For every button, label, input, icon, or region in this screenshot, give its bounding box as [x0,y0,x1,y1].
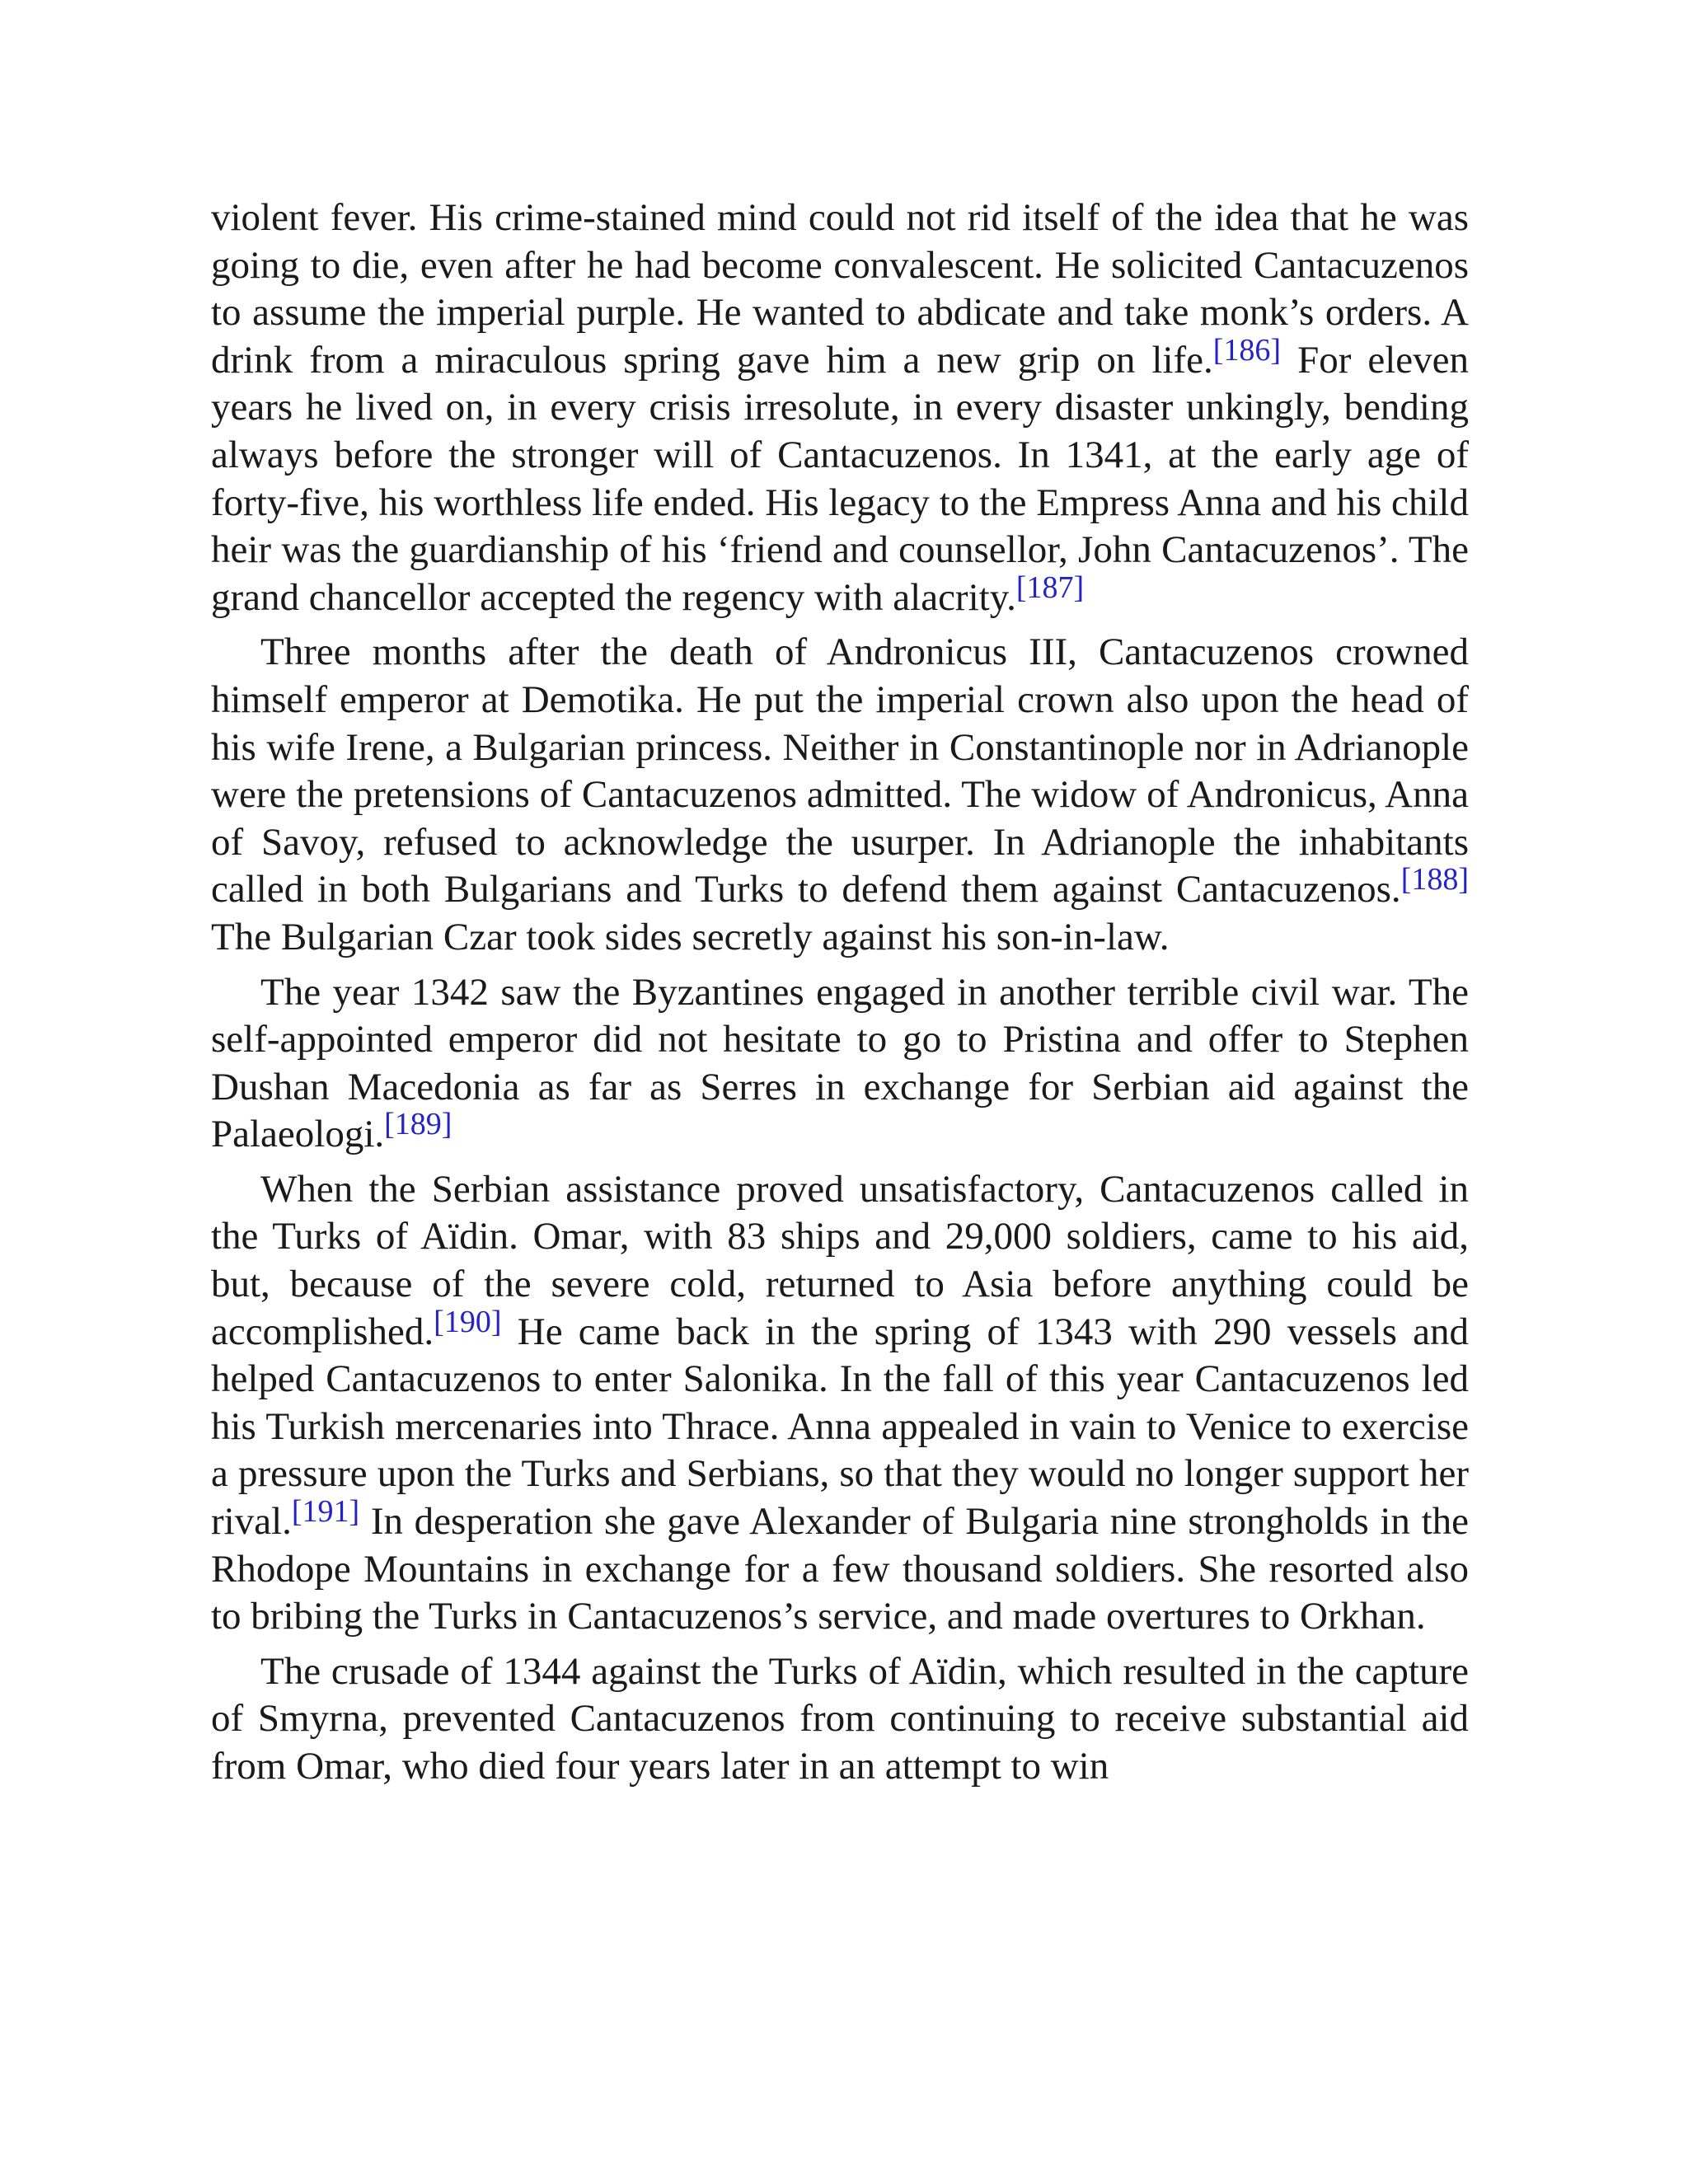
footnote-link-191[interactable]: [191] [291,1494,360,1530]
footnote-link-187[interactable]: [187] [1015,569,1085,605]
paragraph-5 [211,1648,1469,1791]
footnote-link-190[interactable]: [190] [434,1304,502,1339]
footnote-link-189[interactable]: [189] [384,1107,452,1142]
paragraph-4 [211,1166,1469,1641]
paragraph-text: When the Serbian assistance proved unsatisfactory, Cantacuzenos called in the Turks of Aïdin. Omar, with 83 ships and 29,000 soldiers, came to his aid, but, because of the severe cold, returned to Asia before anything could be accomplished. [211,1167,1469,1353]
paragraph-text: The crusade of 1344 against the Turks of Aïdin, which resulted in the capture of Smyrna, prevented Cantacuzenos from continuing to receive substantial aid from Omar, who died four years later in an attempt to win [211,1649,1469,1788]
paragraph-text: The Bulgarian Czar took sides secretly against his son-in-law. [211,915,1170,958]
paragraph-text: He came back in the spring of 1343 with 290 vessels and helped Cantacuzenos to enter Salonika. In the fall of this year Cantacuzenos led his Turkish mercenaries into Thrace. Anna appealed in vain to Venice to exercise a pressure upon the Turks and Serbians, so that they would no longer support her rival. [211,1310,1469,1544]
paragraph-3 [211,969,1469,1159]
footnote-link-188[interactable]: [188] [1400,862,1469,898]
paragraph-text: violent fever. His crime-stained mind could not rid itself of the idea that he was going to die, even after he had become convalescent. He solicited Cantacuzenos to assume the imperial purple. He wanted to abdicate and take monk’s orders. A drink from a miraculous spring gave him a new grip on life. [211,196,1469,382]
paragraph-text: In desperation she gave Alexander of Bulgaria nine strongholds in the Rhodope Mountains in exchange for a few thousand soldiers. She resorted also to bribing the Turks in Cantacuzenos’s service, and made overtures to Orkhan. [211,1500,1469,1638]
paragraph-text: The year 1342 saw the Byzantines engaged in another terrible civil war. The self-appointed emperor did not hesitate to go to Pristina and offer to Stephen Dushan Macedonia as far as Serres in exchange for Serbian aid against the Palaeologi. [211,970,1469,1156]
paragraph-text: Three months after the death of Andronicus III, Cantacuzenos crowned himself emperor at Demotika. He put the imperial crown also upon the head of his wife Irene, a Bulgarian princess. Neither in Constantinople nor in Adrianople were the pretensions of Cantacuzenos admitted. The widow of Andronicus, Anna of Savoy, refused to acknowledge the usurper. In Adrianople the inhabitants called in both Bulgarians and Turks to defend them against Cantacuzenos. [211,630,1469,912]
paragraph-1 [211,194,1469,621]
paragraph-text: For eleven years he lived on, in every crisis irresolute, in every disaster unkingly, bending always before the stronger will of Cantacuzenos. In 1341, at the early age of forty-five, his worthless life ended. His legacy to the Empress Anna and his child heir was the guardianship of his ‘friend and counsellor, John Cantacuzenos’. The grand chancellor accepted the regency with alacrity. [211,338,1470,619]
footnote-link-186[interactable]: [186] [1212,332,1282,368]
page-body [211,194,1469,1798]
paragraph-2 [211,629,1469,961]
